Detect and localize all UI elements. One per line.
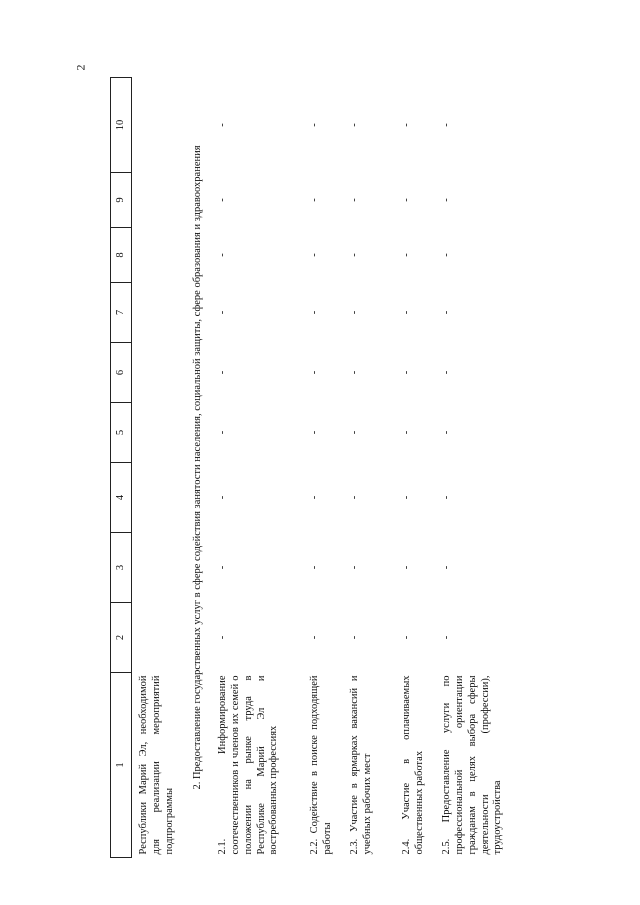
intro-text: Республики Марий Эл, необходимой для реализации мероприятий подпрограммы	[138, 675, 175, 855]
cell-value: -	[441, 198, 453, 202]
table-row	[399, 78, 439, 858]
cell-value: -	[401, 370, 413, 375]
cell-value: -	[441, 430, 453, 435]
cell-value: -	[309, 565, 321, 570]
row-label: 2.5. Предоставление услуги по профессиональной ориентации гражданам в целях выбора сферы деятельности (профессии), трудоустройства	[441, 675, 504, 855]
cell-value: -	[349, 198, 361, 202]
cell-value: -	[401, 253, 413, 257]
row-label: 2.2. Содействие в поиске подходящей работы	[309, 675, 333, 855]
cell-value: -	[401, 565, 413, 570]
cell-value: -	[217, 430, 229, 435]
col-header: 8	[111, 228, 132, 283]
cell-value: -	[349, 370, 361, 375]
cell-value: -	[441, 635, 453, 640]
col-header: 3	[111, 533, 132, 603]
col-header: 2	[111, 603, 132, 673]
table-row	[307, 78, 347, 858]
col-header: 5	[111, 403, 132, 463]
cell-value: -	[401, 123, 413, 127]
intro-row	[132, 78, 179, 858]
cell-value: -	[349, 310, 361, 315]
cell-value: -	[441, 310, 453, 315]
cell-value: -	[441, 123, 453, 127]
cell-value: -	[349, 565, 361, 570]
cell-value: -	[349, 495, 361, 500]
cell-value: -	[309, 635, 321, 640]
cell-value: -	[309, 370, 321, 375]
cell-value: -	[217, 310, 229, 315]
cell-value: -	[217, 198, 229, 202]
cell-value: -	[349, 635, 361, 640]
rotated-table-area	[110, 78, 590, 858]
col-header: 7	[111, 283, 132, 343]
row-label: 2.3. Участие в ярмарках вакансий и учебных рабочих мест	[349, 675, 373, 855]
cell-value: -	[441, 370, 453, 375]
cell-value: -	[441, 495, 453, 500]
cell-value: -	[309, 198, 321, 202]
cell-value: -	[349, 253, 361, 257]
cell-value: -	[401, 430, 413, 435]
cell-value: -	[441, 565, 453, 570]
cell-value: -	[349, 430, 361, 435]
row-label: 2.4. Участие в оплачиваемых общественных работах	[401, 675, 425, 855]
cell-value: -	[309, 253, 321, 257]
cell-value: -	[217, 565, 229, 570]
cell-value: -	[309, 495, 321, 500]
cell-value: -	[217, 635, 229, 640]
section-row	[178, 78, 215, 858]
cell-value: -	[401, 310, 413, 315]
cell-value: -	[217, 123, 229, 127]
row-label: 2.1. Информирование соотечественников и членов их семей о положении на рынке труда в Республике Марий Эл и востребованных профессиях	[217, 675, 280, 855]
cell-value: -	[217, 253, 229, 257]
col-header: 9	[111, 173, 132, 228]
table-row	[439, 78, 519, 858]
cell-value: -	[441, 253, 453, 257]
cell-value: -	[349, 123, 361, 127]
cell-value: -	[309, 430, 321, 435]
col-header: 10	[111, 78, 132, 173]
cell-value: -	[401, 198, 413, 202]
cell-value: -	[309, 123, 321, 127]
cell-value: -	[217, 370, 229, 375]
col-header: 1	[111, 673, 132, 858]
col-header: 6	[111, 343, 132, 403]
section-title: 2. Предоставление государственных услуг в сфере содействия занятости населения, социальной защиты, сфере образования и здравоохранения	[192, 145, 204, 790]
col-header: 4	[111, 463, 132, 533]
page-number: 2	[73, 64, 88, 71]
cell-value: -	[401, 495, 413, 500]
cell-value: -	[217, 495, 229, 500]
table-row	[215, 78, 307, 858]
header-row	[111, 78, 132, 858]
cell-value: -	[309, 310, 321, 315]
data-table	[110, 77, 519, 858]
cell-value: -	[401, 635, 413, 640]
table-row	[347, 78, 399, 858]
